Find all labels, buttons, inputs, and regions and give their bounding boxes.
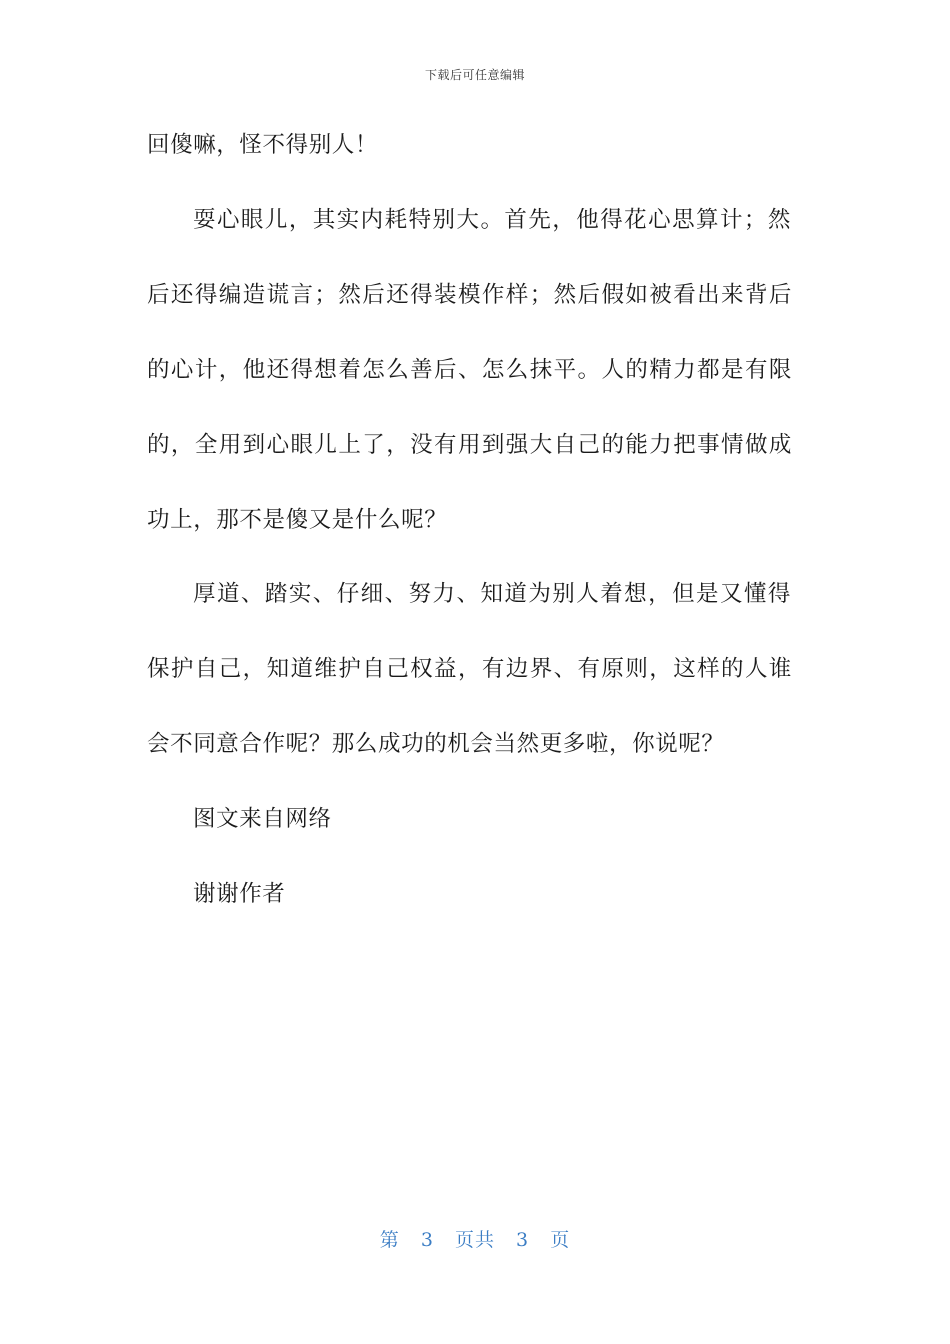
footer-prefix: 第 (379, 1229, 400, 1251)
paragraph-line: 图文来自网络 (193, 806, 332, 832)
page-footer (0, 1225, 950, 1252)
paragraph-line: 保护自己，知道维护自己权益，有边界、有原则，这样的人谁 (147, 656, 792, 682)
paragraph-line: 的心计，他还得想着怎么善后、怎么抹平。人的精力都是有限 (147, 357, 792, 383)
footer-total-pages: 3 (516, 1229, 530, 1251)
paragraph-line: 谢谢作者 (193, 881, 286, 907)
footer-middle: 页共 (454, 1229, 495, 1251)
paragraph-line: 厚道、踏实、仔细、努力、知道为别人着想，但是又懂得 (193, 581, 791, 607)
paragraph-line: 会不同意合作呢？那么成功的机会当然更多啦，你说呢？ (147, 731, 725, 757)
paragraph-line: 功上，那不是傻又是什么呢？ (147, 507, 448, 533)
paragraph-line: 后还得编造谎言；然后还得装模作样；然后假如被看出来背后 (147, 282, 792, 308)
footer-current-page: 3 (420, 1229, 434, 1251)
paragraph-line: 的，全用到心眼儿上了，没有用到强大自己的能力把事情做成 (147, 432, 792, 458)
page-header: 下载后可任意编辑 (424, 68, 525, 82)
footer-suffix: 页 (550, 1229, 571, 1251)
paragraph-line: 耍心眼儿，其实内耗特别大。首先，他得花心思算计；然 (193, 207, 791, 233)
paragraph-line: 回傻嘛，怪不得别人！ (147, 132, 379, 158)
